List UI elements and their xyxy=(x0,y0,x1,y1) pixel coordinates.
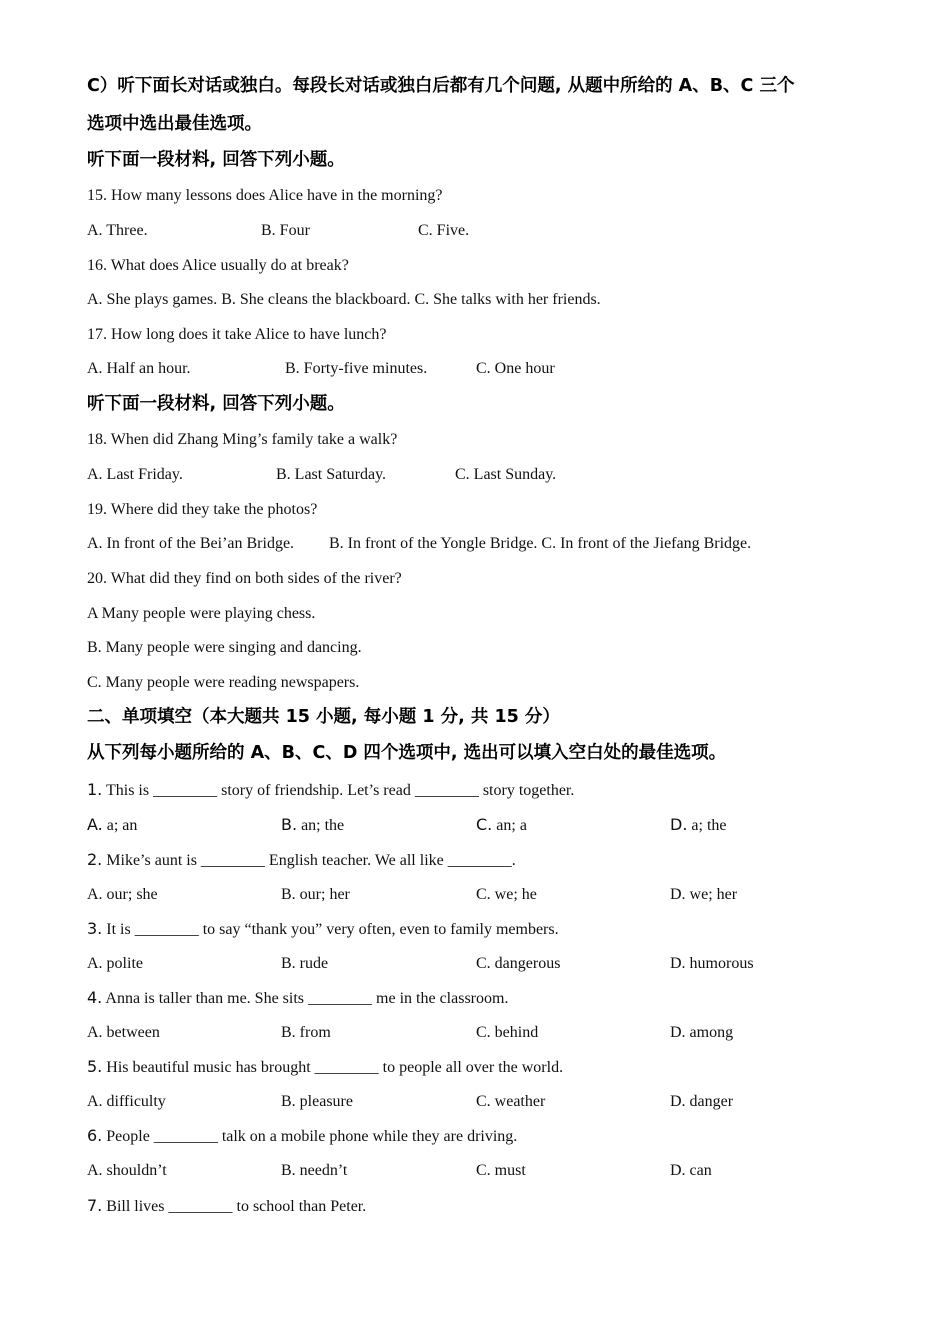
q1-option-c xyxy=(476,815,527,836)
question-number: 1. xyxy=(87,780,103,799)
option-letter: D. xyxy=(670,815,688,834)
option-text: an; a xyxy=(496,817,527,834)
question-number: 6. xyxy=(87,1126,103,1145)
q3-option-c: C. dangerous xyxy=(476,955,561,972)
option-text: an; the xyxy=(301,817,345,834)
q3-option-d: D. humorous xyxy=(670,955,754,972)
q16-options: A. She plays games. B. She cleans the blackboard. C. She talks with her friends. xyxy=(87,291,601,308)
option-text: a; the xyxy=(691,817,727,834)
q5-option-a: A. difficulty xyxy=(87,1093,166,1110)
q1-option-d xyxy=(670,815,727,836)
question-number: 5. xyxy=(87,1057,103,1076)
q20-option-b: B. Many people were singing and dancing. xyxy=(87,639,362,656)
section-c-heading-line2: 选项中选出最佳选项。 xyxy=(87,114,262,134)
question-17: 17. How long does it take Alice to have lunch? xyxy=(87,326,387,343)
question-text: Mike’s aunt is ________ English teacher. We all like ________. xyxy=(106,852,516,869)
question-2 xyxy=(87,850,516,871)
section-c-heading-line1: C）听下面长对话或独白。每段长对话或独白后都有几个问题, 从题中所给的 A、B、C 三个 xyxy=(87,76,795,96)
q2-option-d: D. we; her xyxy=(670,886,738,903)
question-4 xyxy=(87,988,508,1009)
q4-option-c: C. behind xyxy=(476,1024,539,1041)
q17-option-a: A. Half an hour. xyxy=(87,360,191,377)
q18-option-c: C. Last Sunday. xyxy=(455,466,557,483)
q18-option-a: A. Last Friday. xyxy=(87,466,183,483)
q20-option-a: A Many people were playing chess. xyxy=(87,605,316,622)
section-2-instruction: 从下列每小题所给的 A、B、C、D 四个选项中, 选出可以填入空白处的最佳选项。 xyxy=(87,743,727,763)
question-6 xyxy=(87,1126,517,1147)
q1-option-b xyxy=(281,815,344,836)
question-18: 18. When did Zhang Ming’s family take a walk? xyxy=(87,431,398,448)
option-letter: B. xyxy=(281,815,298,834)
q6-option-b: B. needn’t xyxy=(281,1162,348,1179)
q19-option-a: A. In front of the Bei’an Bridge. xyxy=(87,535,295,552)
question-15: 15. How many lessons does Alice have in the morning? xyxy=(87,187,443,204)
question-number: 7. xyxy=(87,1196,103,1215)
option-letter: A. xyxy=(87,815,103,834)
question-number: 4. xyxy=(87,988,103,1007)
q19-option-bc: B. In front of the Yongle Bridge. C. In front of the Jiefang Bridge. xyxy=(329,535,752,552)
question-text: This is ________ story of friendship. Let’s read ________ story together. xyxy=(105,782,575,799)
q6-option-d: D. can xyxy=(670,1162,712,1179)
q5-option-c: C. weather xyxy=(476,1093,546,1110)
group2-heading: 听下面一段材料, 回答下列小题。 xyxy=(87,394,345,414)
question-5 xyxy=(87,1057,563,1078)
question-text: Bill lives ________ to school than Peter. xyxy=(106,1198,367,1215)
option-letter: C. xyxy=(476,815,493,834)
q17-option-b: B. Forty-five minutes. xyxy=(285,360,428,377)
question-20: 20. What did they find on both sides of the river? xyxy=(87,570,402,587)
q4-option-a: A. between xyxy=(87,1024,160,1041)
section-2-heading: 二、单项填空（本大题共 15 小题, 每小题 1 分, 共 15 分） xyxy=(87,707,560,727)
q2-option-a: A. our; she xyxy=(87,886,158,903)
q5-option-b: B. pleasure xyxy=(281,1093,353,1110)
q20-option-c: C. Many people were reading newspapers. xyxy=(87,674,360,691)
question-text: People ________ talk on a mobile phone while they are driving. xyxy=(106,1128,518,1145)
q3-option-b: B. rude xyxy=(281,955,329,972)
question-number: 3. xyxy=(87,919,103,938)
question-3 xyxy=(87,919,559,940)
question-7 xyxy=(87,1196,366,1217)
q1-option-a xyxy=(87,815,137,836)
question-text: It is ________ to say “thank you” very often, even to family members. xyxy=(106,921,559,938)
q5-option-d: D. danger xyxy=(670,1093,734,1110)
question-1 xyxy=(87,780,574,801)
q4-option-d: D. among xyxy=(670,1024,734,1041)
q2-option-b: B. our; her xyxy=(281,886,350,903)
group1-heading: 听下面一段材料, 回答下列小题。 xyxy=(87,150,345,170)
q3-option-a: A. polite xyxy=(87,955,143,972)
q6-option-a: A. shouldn’t xyxy=(87,1162,167,1179)
q15-option-a: A. Three. xyxy=(87,222,148,239)
question-text: Anna is taller than me. She sits ________ me in the classroom. xyxy=(105,990,509,1007)
q18-option-b: B. Last Saturday. xyxy=(276,466,387,483)
q4-option-b: B. from xyxy=(281,1024,331,1041)
question-text: His beautiful music has brought ________ to people all over the world. xyxy=(106,1059,564,1076)
option-text: a; an xyxy=(106,817,138,834)
question-16: 16. What does Alice usually do at break? xyxy=(87,257,349,274)
question-19: 19. Where did they take the photos? xyxy=(87,501,318,518)
q6-option-c: C. must xyxy=(476,1162,526,1179)
q2-option-c: C. we; he xyxy=(476,886,537,903)
q15-option-b: B. Four xyxy=(261,222,310,239)
q17-option-c: C. One hour xyxy=(476,360,555,377)
question-number: 2. xyxy=(87,850,103,869)
q15-option-c: C. Five. xyxy=(418,222,470,239)
